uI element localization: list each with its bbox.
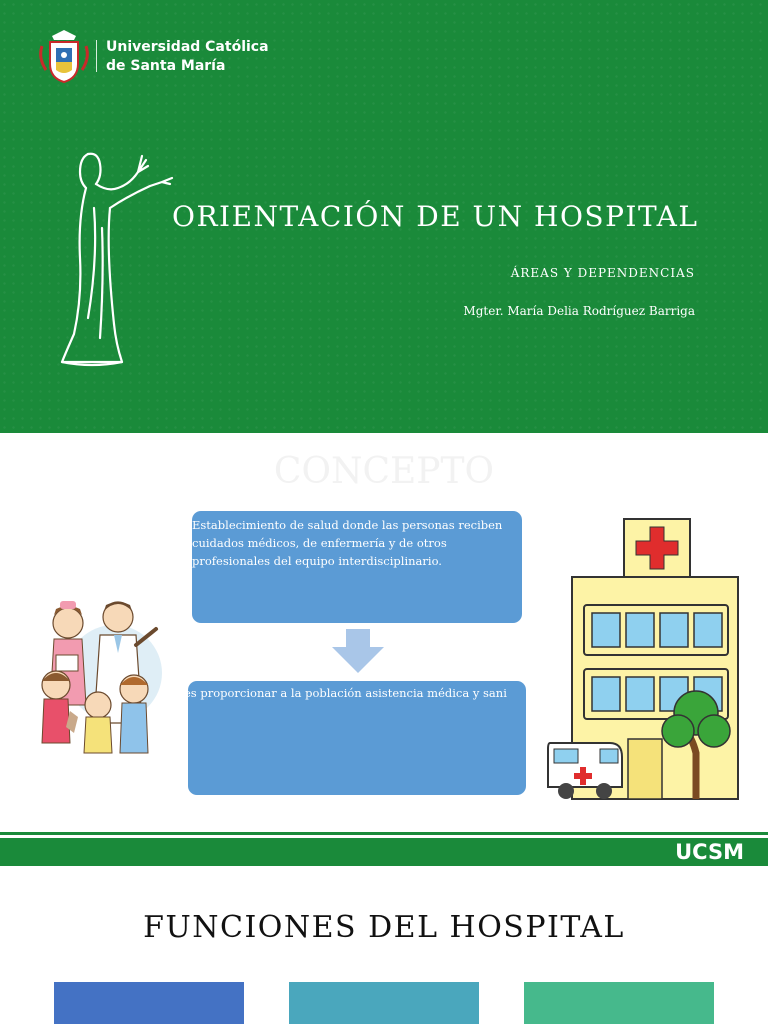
concept-definition-box xyxy=(192,511,522,623)
concept-purpose-box xyxy=(184,681,526,795)
university-name-line2: de Santa María xyxy=(106,58,226,74)
functions-heading: FUNCIONES DEL HOSPITAL xyxy=(143,910,625,945)
presentation-title: ORIENTACIÓN DE UN HOSPITAL xyxy=(172,200,699,233)
function-tile-2 xyxy=(289,982,479,1024)
concept-definition-text: Establecimiento de salud donde las personas reciben cuidados médicos, de enfermería y de otros profesionales del equipo interdisciplinario. xyxy=(192,518,503,568)
university-name xyxy=(106,38,269,76)
title-slide xyxy=(0,0,768,433)
concept-purpose-text: es proporcionar a la población asistencia médica y sani xyxy=(184,686,507,700)
virgin-statue-icon xyxy=(58,148,182,370)
down-arrow-icon xyxy=(332,629,384,673)
concept-slide xyxy=(0,433,768,866)
logo-divider xyxy=(96,40,97,72)
function-tile-3 xyxy=(524,982,714,1024)
hospital-building-illustration xyxy=(546,517,742,803)
footer-divider-line xyxy=(0,832,768,835)
presentation-subtitle: ÁREAS Y DEPENDENCIAS xyxy=(510,266,695,280)
family-doctor-illustration xyxy=(26,593,166,763)
functions-slide xyxy=(0,866,768,1024)
function-tile-1 xyxy=(54,982,244,1024)
concept-heading: CONCEPTO xyxy=(273,451,495,492)
university-name-line1: Universidad Católica xyxy=(106,39,269,55)
ucsm-brand: UCSM xyxy=(675,840,744,864)
presentation-author: Mgter. María Delia Rodríguez Barriga xyxy=(463,304,695,318)
footer-bar xyxy=(0,838,768,866)
university-crest-icon xyxy=(36,26,92,86)
